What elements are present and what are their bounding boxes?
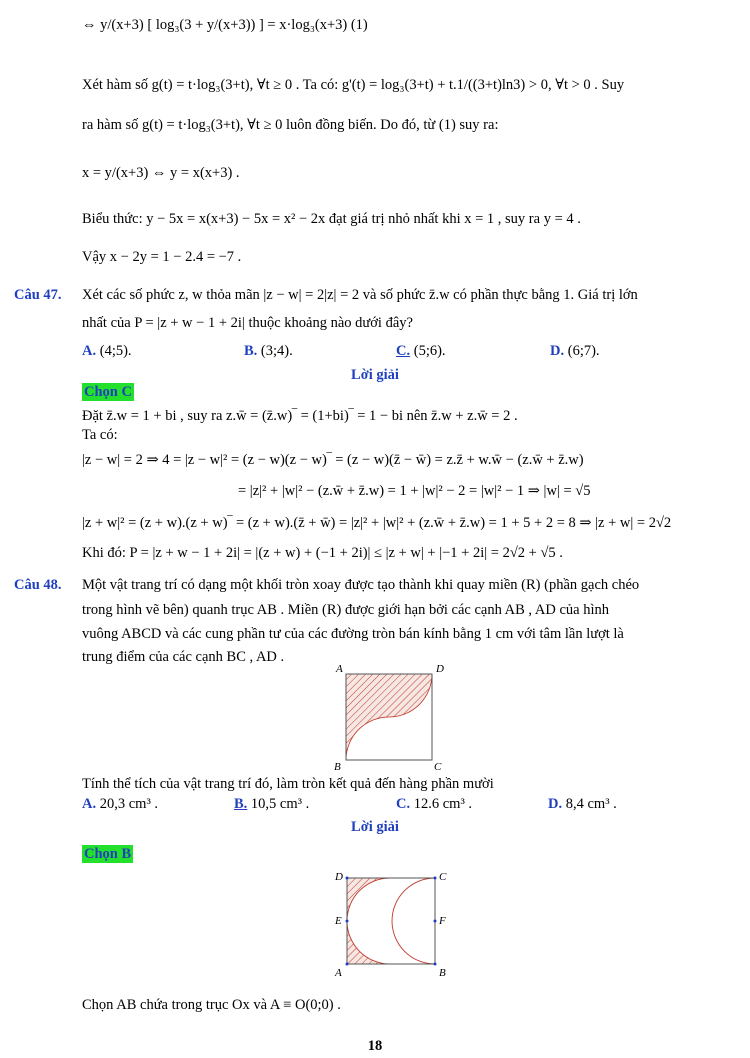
expression-line: Biểu thức: y − 5x = x(x+3) − 5x = x² − 2x đạt giá trị nhỏ nhất khi x = 1 , suy ra y = 4 .: [82, 211, 581, 227]
q48-option-b: B. 10,5 cm³ .: [234, 796, 310, 812]
q48-solution-1: Chọn AB chứa trong trục Ox và A ≡ O(0;0) .: [82, 997, 341, 1013]
fig2-label-a: A: [335, 967, 342, 979]
square-rotation-figure: [325, 866, 460, 984]
fig2-label-d: D: [335, 871, 343, 883]
q47-solution-1: Đặt z̄.w = 1 + bi , suy ra z.w̄ = (z̄.w)‾ = (1+bi)‾ = 1 − bi nên z̄.w + z.w̄ = 2 .: [82, 408, 518, 424]
fig1-label-a: A: [336, 663, 343, 675]
fig2-label-e: E: [335, 915, 342, 927]
q48-option-c: C. 12.6 cm³ .: [396, 796, 473, 812]
fig2-label-b: B: [439, 967, 446, 979]
question-48-text-1: Một vật trang trí có dạng một khối tròn xoay được tạo thành khi quay miền (R) (phần gạch chéo: [82, 577, 640, 593]
q48-option-a: A. 20,3 cm³ .: [82, 796, 159, 812]
question-48-text-5: Tính thể tích của vật trang trí đó, làm tròn kết quả đến hàng phần mười: [82, 776, 494, 792]
q47-option-b: B. (3;4).: [244, 343, 293, 359]
q47-solution-6: Khi đó: P = |z + w − 1 + 2i| = |(z + w) + (−1 + 2i)| ≤ |z + w| + |−1 + 2i| = 2√2 + √5 .: [82, 545, 563, 561]
monotonic-line: ra hàm số g(t) = t·log₃(3+t), ∀t ≥ 0 luôn đồng biến. Do đó, từ (1) suy ra:: [82, 117, 499, 133]
q48-solution-title: Lời giải: [351, 819, 399, 835]
hatched-region-left: [347, 878, 390, 964]
fig1-label-c: C: [434, 761, 442, 773]
q47-solution-title: Lời giải: [351, 367, 399, 383]
q47-answer: Chọn C: [84, 384, 132, 400]
arc-bc-center-f: [392, 878, 435, 964]
conclusion-line: Vậy x − 2y = 1 − 2.4 = −7 .: [82, 249, 242, 265]
question-48-label: Câu 48.: [14, 577, 62, 593]
question-48-text-3: vuông ABCD và các cung phần tư của các đường tròn bán kính bằng 1 cm với tâm lần lượt là: [82, 626, 624, 642]
q47-solution-3: |z − w| = 2 ⇒ 4 = |z − w|² = (z − w)(z − w)‾ = (z − w)(z̄ − w̄) = z.z̄ + w.w̄ − (z.w̄ + z̄.w): [82, 452, 584, 468]
q47-option-c: C. (5;6).: [396, 343, 446, 359]
question-47-text-2: nhất của P = |z + w − 1 + 2i| thuộc khoảng nào dưới đây?: [82, 315, 413, 331]
page-number: 18: [367, 1038, 383, 1054]
q47-option-a: A. (4;5).: [82, 343, 132, 359]
square-abcd-figure: [330, 660, 455, 775]
q47-solution-4: = |z|² + |w|² − (z.w̄ + z̄.w) = 1 + |w|² − 2 = |w|² − 1 ⇒ |w| = √5: [238, 483, 591, 499]
fig2-label-c: C: [439, 871, 447, 883]
q48-option-d: D. 8,4 cm³ .: [548, 796, 617, 812]
fig1-label-b: B: [334, 761, 341, 773]
q48-answer: Chọn B: [84, 846, 132, 862]
fig1-label-d: D: [436, 663, 444, 675]
function-study-line: Xét hàm số g(t) = t·log₃(3+t), ∀t ≥ 0 . Ta có: g'(t) = log₃(3+t) + t.1/((3+t)ln3) > 0, ∀t > 0 . Suy: [82, 77, 625, 93]
equation-x-y: x = y/(x+3) ⇔ y = x(x+3) .: [82, 165, 240, 181]
fig2-label-f: F: [439, 915, 446, 927]
q47-solution-5: |z + w|² = (z + w).(z + w)‾ = (z + w).(z̄ + w̄) = |z|² + |w|² + (z.w̄ + z̄.w) = 1 + 5 + 2 = 8 ⇒ |z + w| = 2√2: [82, 515, 672, 531]
square-outline-2: [347, 878, 435, 964]
q47-option-d: D. (6;7).: [550, 343, 600, 359]
question-48-text-4: trung điểm của các cạnh BC , AD .: [82, 649, 285, 665]
question-47-text: Xét các số phức z, w thỏa mãn |z − w| = 2|z| = 2 và số phức z̄.w có phần thực bằng 1. Giá trị lớn: [82, 287, 638, 303]
question-48-text-2: trong hình vẽ bên) quanh trục AB . Miền (R) được giới hạn bởi các cạnh AB , AD của hình: [82, 602, 609, 618]
question-47-label: Câu 47.: [14, 287, 62, 303]
hatched-region-r: [346, 674, 432, 760]
equation-1: ⇔ y/(x+3) [ log₃(3 + y/(x+3)) ] = x·log₃(x+3) (1): [82, 17, 368, 33]
q47-solution-2: Ta có:: [82, 427, 118, 443]
